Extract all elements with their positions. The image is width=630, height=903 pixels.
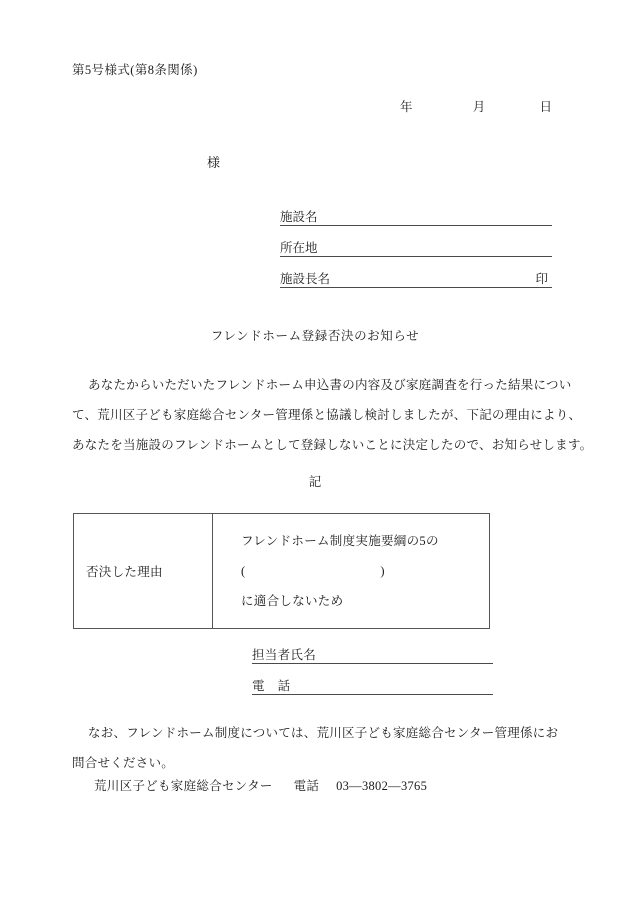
- facility-address-rule[interactable]: [280, 256, 552, 257]
- footer-phone-label: 電話: [293, 779, 320, 793]
- closing-line: なお、フレンドホーム制度については、荒川区子ども家庭総合センター管理係にお: [88, 726, 559, 740]
- telephone-label: 電 話: [252, 679, 291, 693]
- contact-fields-block: [252, 645, 493, 707]
- body-line: あなたからいただいたフレンドホーム申込書の内容及び家庭調査を行った結果につい: [88, 378, 572, 392]
- person-in-charge-row[interactable]: [252, 645, 493, 676]
- person-in-charge-label: 担当者氏名: [252, 648, 317, 662]
- footer-organization: 荒川区子ども家庭総合センター: [94, 779, 273, 793]
- body-paragraph: [72, 370, 593, 460]
- reason-content-line: に適合しないため: [241, 594, 344, 608]
- paren-close: ): [380, 564, 385, 578]
- body-line: あなたを当施設のフレンドホームとして登録しないことに決定したので、お知らせします。: [72, 438, 593, 452]
- telephone-rule[interactable]: [252, 694, 493, 695]
- reason-table: [73, 513, 490, 629]
- closing-line: 問合せください。: [72, 756, 175, 770]
- reason-row-header: 否決した理由: [74, 514, 213, 629]
- facility-name-row[interactable]: [280, 207, 552, 238]
- footer-contact: [94, 776, 427, 794]
- ki-marker: 記: [308, 475, 322, 489]
- facility-address-row[interactable]: [280, 238, 552, 269]
- seal-mark: 印: [535, 272, 548, 286]
- reason-content-cell[interactable]: [213, 514, 490, 629]
- reason-content-line: フレンドホーム制度実施要綱の5の: [241, 534, 439, 548]
- footer-phone-number: 03—3802—3765: [336, 779, 428, 793]
- facility-address-label: 所在地: [280, 241, 318, 255]
- date-month-label: 月: [472, 100, 486, 114]
- document-title: フレンドホーム登録否決のお知らせ: [210, 329, 420, 343]
- facility-director-rule[interactable]: [280, 287, 552, 288]
- paren-open: (: [241, 564, 246, 578]
- date-year-label: 年: [400, 100, 413, 114]
- body-line: て、荒川区子ども家庭総合センター管理係と協議し検討しましたが、下記の理由により、: [72, 408, 582, 422]
- date-line: [400, 97, 552, 115]
- facility-info-block: [280, 207, 552, 300]
- closing-paragraph: [72, 718, 562, 778]
- facility-director-row[interactable]: [280, 269, 552, 300]
- facility-name-label: 施設名: [280, 210, 318, 224]
- reason-code-line[interactable]: [213, 556, 489, 586]
- facility-director-label: 施設長名: [280, 272, 331, 286]
- table-row: [74, 514, 490, 629]
- facility-name-rule[interactable]: [280, 225, 552, 226]
- person-in-charge-rule[interactable]: [252, 663, 493, 664]
- addressee-suffix: 様: [207, 155, 221, 170]
- form-number: 第5号様式(第8条関係): [72, 63, 198, 77]
- telephone-row[interactable]: [252, 676, 493, 707]
- date-day-label: 日: [539, 100, 553, 114]
